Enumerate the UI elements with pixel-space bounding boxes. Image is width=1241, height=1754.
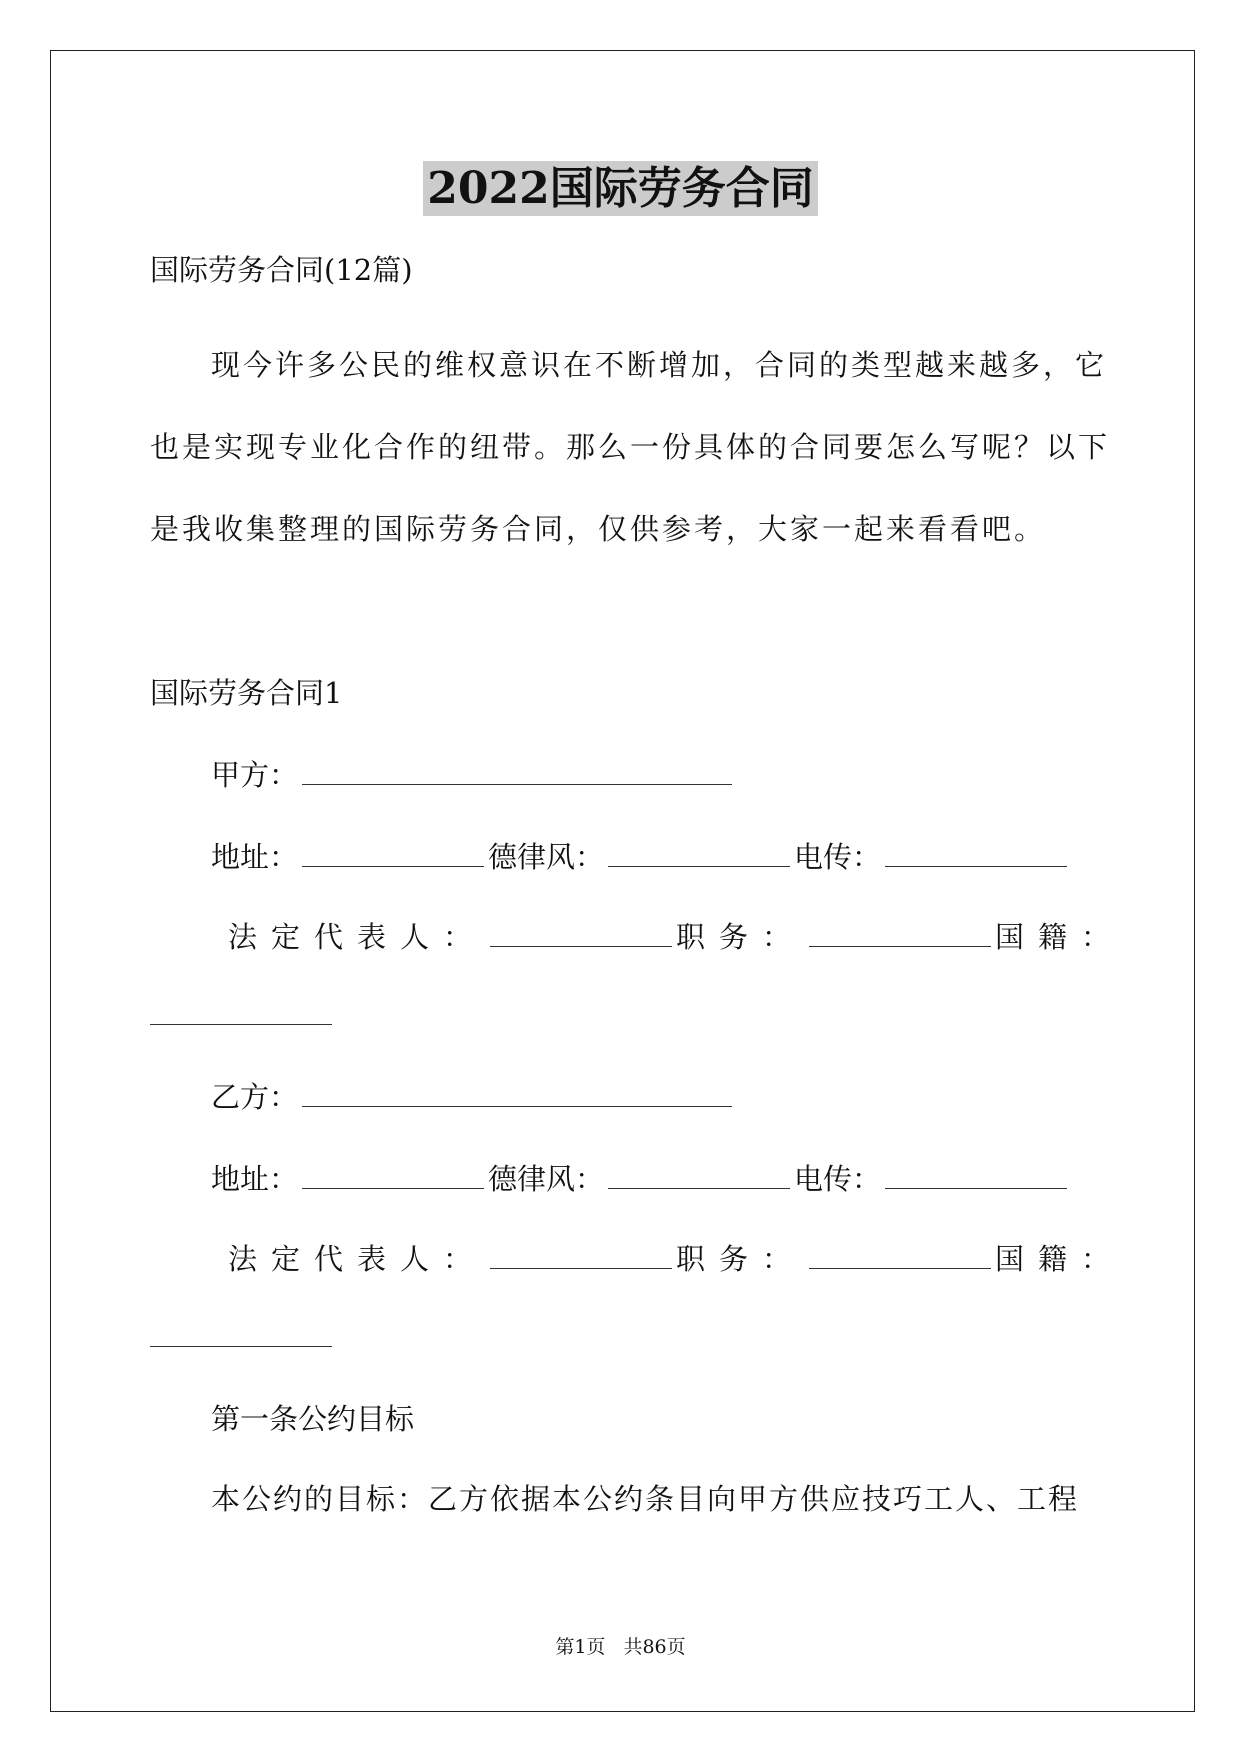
party-b-nationality-label: 国籍： xyxy=(995,1242,1125,1276)
party-b-rep-row xyxy=(228,1239,1124,1279)
party-b-nationality-row xyxy=(150,1317,332,1357)
party-b-rep-blank[interactable] xyxy=(490,1240,672,1269)
party-a-rep-blank[interactable] xyxy=(490,918,672,947)
party-b-rep-label: 法定代表人： xyxy=(228,1242,487,1276)
party-a-row xyxy=(211,755,736,795)
party-a-fax-blank[interactable] xyxy=(885,838,1067,867)
party-b-position-blank[interactable] xyxy=(809,1240,991,1269)
page-border xyxy=(50,50,1195,1712)
party-b-tel-blank[interactable] xyxy=(608,1160,790,1189)
total-pages: 共86页 xyxy=(623,1636,686,1658)
party-b-nationality-blank[interactable] xyxy=(150,1318,332,1347)
party-a-fax-label: 电传： xyxy=(794,840,882,874)
party-a-blank[interactable] xyxy=(302,756,732,785)
party-a-address-blank[interactable] xyxy=(302,838,484,867)
party-a-tel-blank[interactable] xyxy=(608,838,790,867)
party-b-position-label: 职务： xyxy=(676,1242,806,1276)
party-b-address-label: 地址： xyxy=(211,1162,299,1196)
article1-text: 本公约的目标：乙方依据本公约条目向甲方供应技巧工人、工程 xyxy=(211,1482,1080,1516)
intro-line-2: 也是实现专业化合作的纽带。那么一份具体的合同要怎么写呢？以下 xyxy=(150,430,1111,464)
party-a-tel-label: 德律风： xyxy=(488,840,605,874)
article1-title: 第一条公约目标 xyxy=(211,1402,415,1436)
party-b-fax-blank[interactable] xyxy=(885,1160,1067,1189)
party-a-nationality-label: 国籍： xyxy=(995,920,1125,954)
intro-line-3: 是我收集整理的国际劳务合同，仅供参考，大家一起来看看吧。 xyxy=(150,512,1047,546)
party-a-label: 甲方： xyxy=(211,758,299,792)
document-title: 2022国际劳务合同 xyxy=(423,161,817,216)
party-b-blank[interactable] xyxy=(302,1078,732,1107)
party-a-position-blank[interactable] xyxy=(809,918,991,947)
party-b-contact-row xyxy=(211,1159,1071,1199)
intro-line-1: 现今许多公民的维权意识在不断增加，合同的类型越来越多，它 xyxy=(211,348,1108,382)
party-a-rep-label: 法定代表人： xyxy=(228,920,487,954)
page-footer xyxy=(0,1632,1241,1659)
party-a-rep-row xyxy=(228,917,1124,957)
party-a-nationality-row xyxy=(150,995,332,1035)
party-b-address-blank[interactable] xyxy=(302,1160,484,1189)
party-a-address-label: 地址： xyxy=(211,840,299,874)
party-a-contact-row xyxy=(211,837,1071,877)
section-title: 国际劳务合同1 xyxy=(150,676,343,710)
document-title-wrap xyxy=(0,152,1241,216)
party-b-row xyxy=(211,1077,736,1117)
document-subtitle: 国际劳务合同(12篇) xyxy=(150,253,413,287)
party-b-label: 乙方： xyxy=(211,1080,299,1114)
page-number: 第1页 xyxy=(555,1636,606,1658)
party-b-fax-label: 电传： xyxy=(794,1162,882,1196)
party-a-nationality-blank[interactable] xyxy=(150,996,332,1025)
party-b-tel-label: 德律风： xyxy=(488,1162,605,1196)
party-a-position-label: 职务： xyxy=(676,920,806,954)
